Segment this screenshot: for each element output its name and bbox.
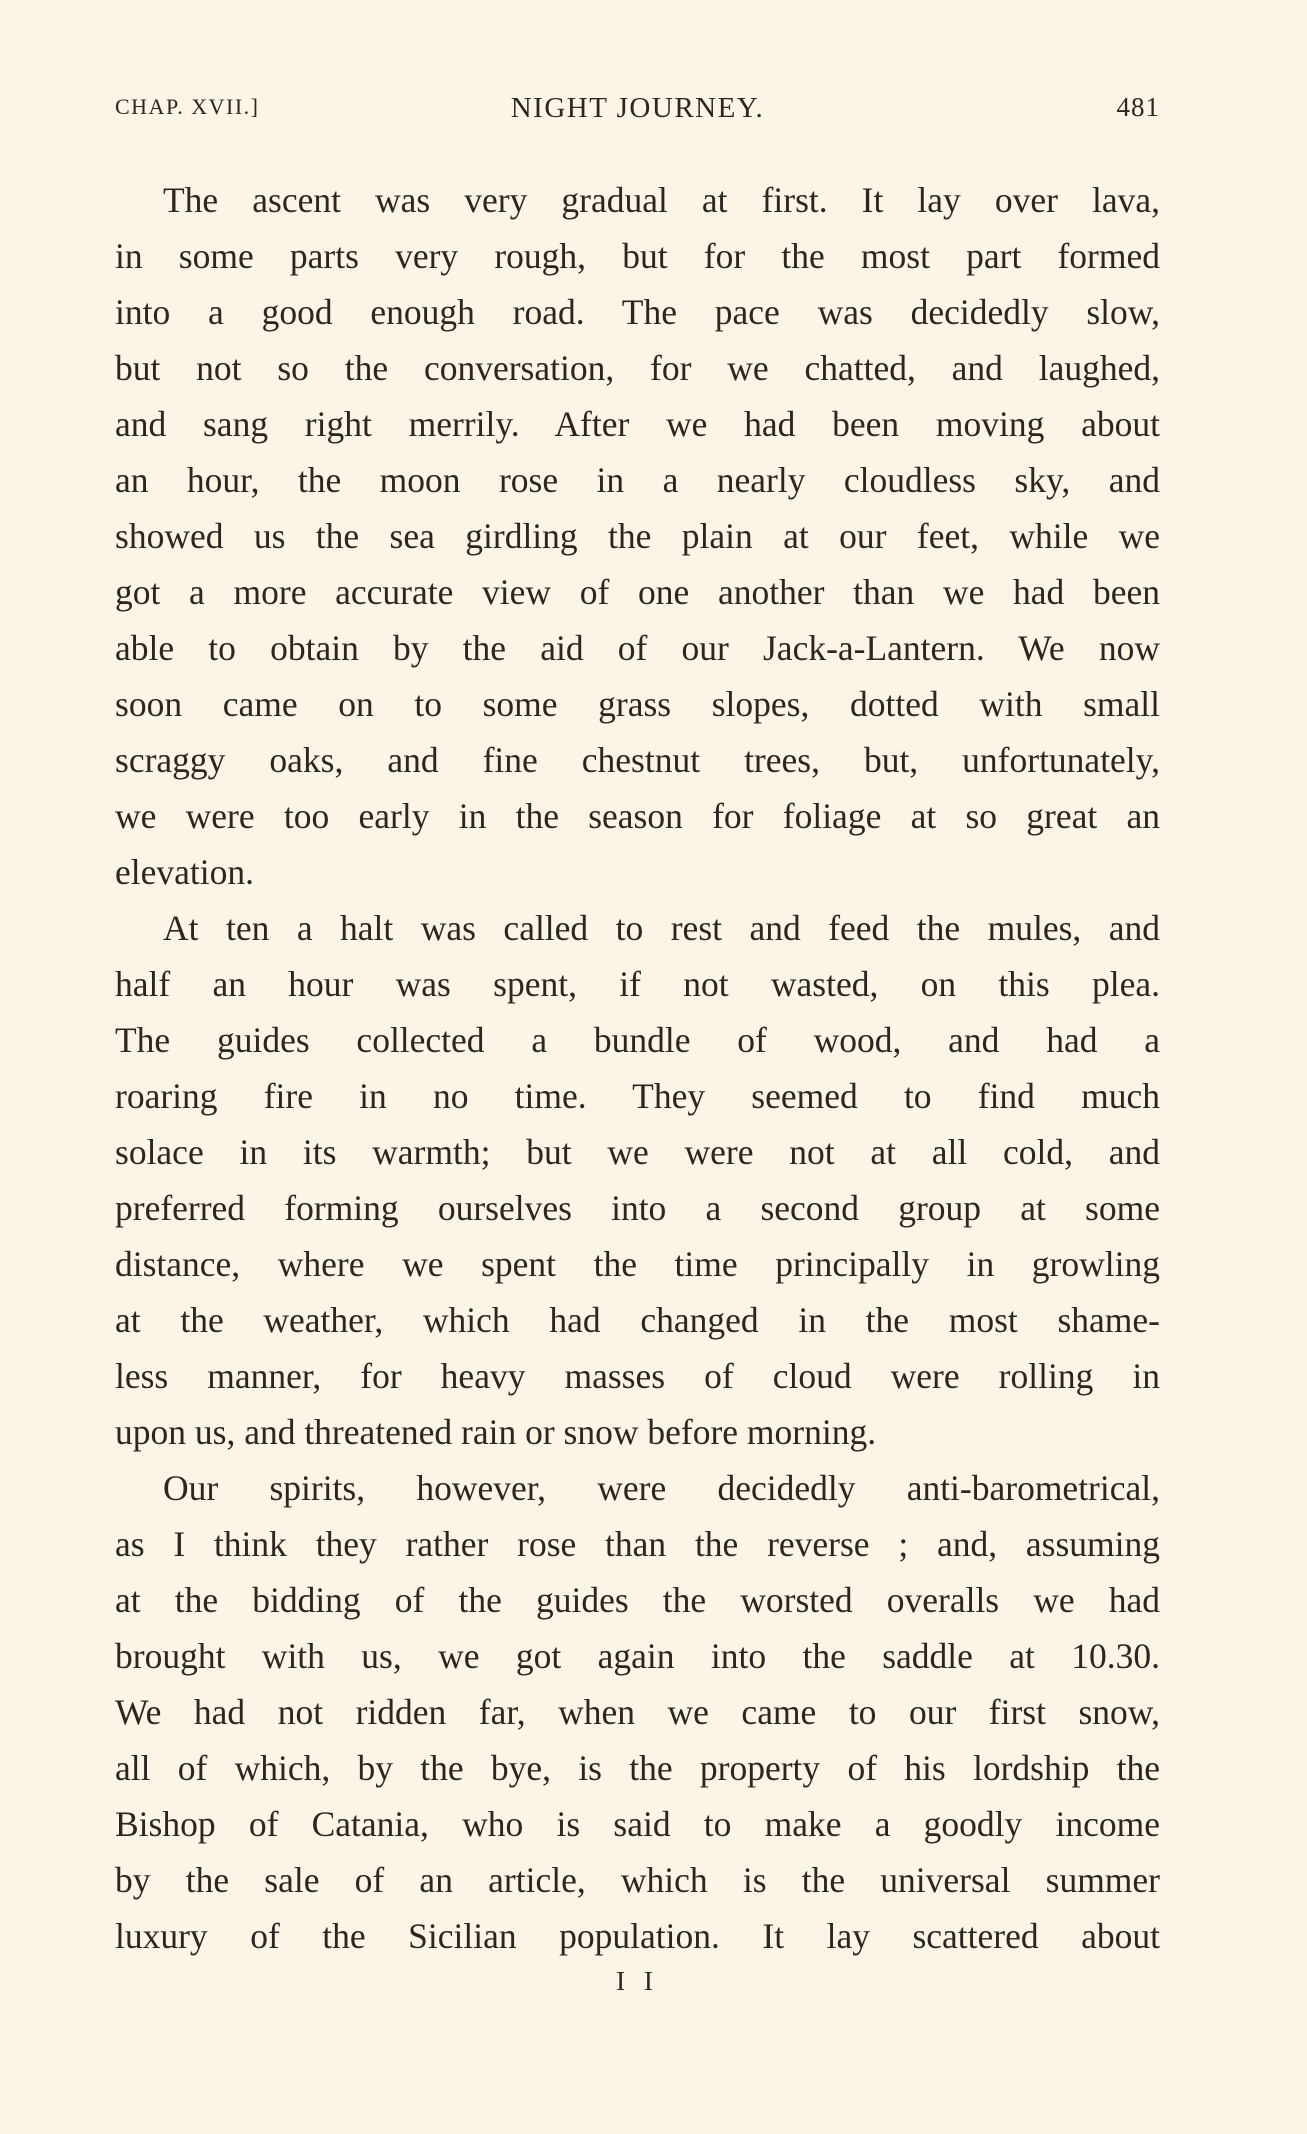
text-line: at the weather, which had changed in the most shame- — [115, 1300, 1160, 1340]
text-line: able to obtain by the aid of our Jack-a-Lantern. We now — [115, 628, 1160, 668]
book-page — [115, 94, 1160, 1997]
text-line: Our spirits, however, were decidedly anti-barometrical, — [163, 1468, 1160, 1508]
paragraph — [115, 172, 1160, 900]
text-line: The guides collected a bundle of wood, and had a — [115, 1020, 1160, 1060]
text-line: by the sale of an article, which is the universal summer — [115, 1860, 1160, 1900]
body-text — [115, 172, 1160, 1964]
text-line: in some parts very rough, but for the most part formed — [115, 236, 1160, 276]
text-line: scraggy oaks, and fine chestnut trees, but, unfortunately, — [115, 740, 1160, 780]
text-line: distance, where we spent the time principally in growling — [115, 1244, 1160, 1284]
text-line: At ten a halt was called to rest and feed the mules, and — [163, 908, 1160, 948]
text-line: brought with us, we got again into the saddle at 10.30. — [115, 1636, 1160, 1676]
text-line: Bishop of Catania, who is said to make a goodly income — [115, 1804, 1160, 1844]
text-line: preferred forming ourselves into a second group at some — [115, 1188, 1160, 1228]
page-title: NIGHT JOURNEY. — [510, 92, 765, 124]
text-line: We had not ridden far, when we came to our first snow, — [115, 1692, 1160, 1732]
paragraph — [115, 900, 1160, 1460]
text-line: got a more accurate view of one another than we had been — [115, 572, 1160, 612]
text-line: we were too early in the season for foliage at so great an — [115, 796, 1160, 836]
text-line: into a good enough road. The pace was decidedly slow, — [115, 292, 1160, 332]
chapter-label: CHAP. XVII.] — [115, 94, 260, 119]
text-line: roaring fire in no time. They seemed to find much — [115, 1076, 1160, 1116]
text-line: half an hour was spent, if not wasted, on this plea. — [115, 964, 1160, 1004]
text-line: all of which, by the bye, is the property of his lordship the — [115, 1748, 1160, 1788]
text-line: upon us, and threatened rain or snow before morning. — [115, 1412, 877, 1452]
text-line: less manner, for heavy masses of cloud were rolling in — [115, 1356, 1160, 1396]
running-header — [115, 94, 1160, 134]
text-line: solace in its warmth; but we were not at all cold, and — [115, 1132, 1160, 1172]
text-line: and sang right merrily. After we had been moving about — [115, 404, 1160, 444]
text-line: elevation. — [115, 852, 254, 892]
text-line: showed us the sea girdling the plain at our feet, while we — [115, 516, 1160, 556]
text-line: The ascent was very gradual at first. It lay over lava, — [163, 180, 1160, 220]
text-line: luxury of the Sicilian population. It lay scattered about — [115, 1916, 1160, 1956]
text-line: at the bidding of the guides the worsted overalls we had — [115, 1580, 1160, 1620]
page-number: 481 — [1116, 92, 1160, 122]
signature-mark: I I — [616, 1966, 659, 1996]
paragraph — [115, 1460, 1160, 1964]
text-line: but not so the conversation, for we chatted, and laughed, — [115, 348, 1160, 388]
text-line: an hour, the moon rose in a nearly cloudless sky, and — [115, 460, 1160, 500]
text-line: soon came on to some grass slopes, dotted with small — [115, 684, 1160, 724]
text-line: as I think they rather rose than the reverse ; and, assuming — [115, 1524, 1160, 1564]
